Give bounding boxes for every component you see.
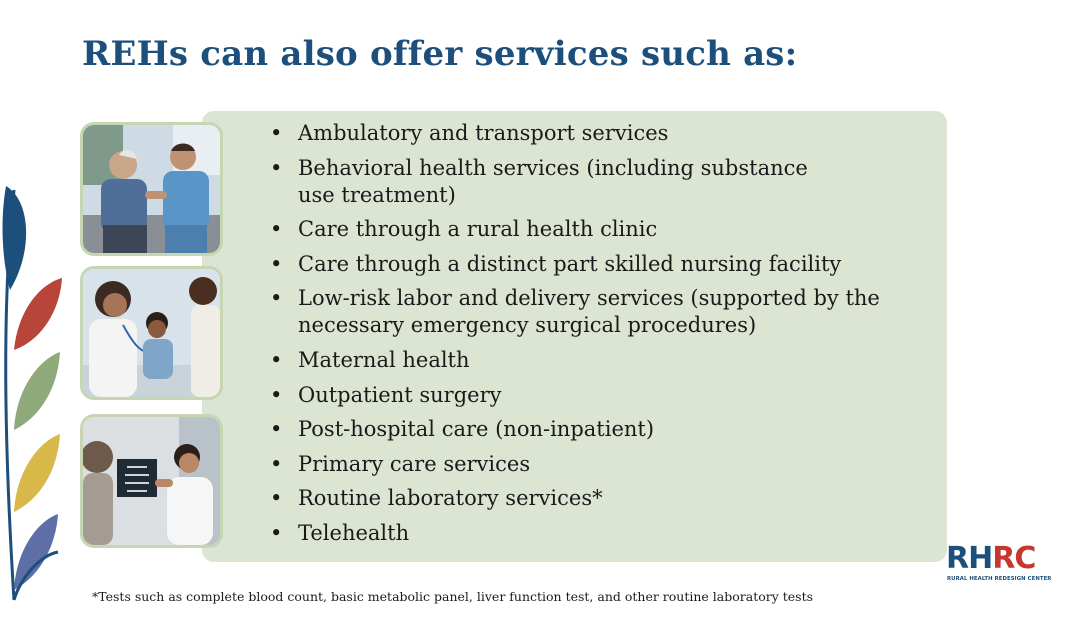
bullet-glyph: •	[270, 251, 283, 276]
leaf-vine-decoration	[0, 180, 70, 620]
doctor-with-elderly-patient-photo	[80, 122, 223, 256]
leaf-blue	[3, 186, 27, 290]
bullet-glyph: •	[270, 417, 283, 442]
list-item	[270, 155, 910, 209]
bullet-glyph: •	[270, 347, 283, 372]
list-item	[270, 382, 910, 409]
service-text: Telehealth	[298, 520, 410, 545]
logo-text-rh: RH	[946, 541, 993, 576]
list-item	[270, 520, 910, 547]
leaf-green	[14, 352, 60, 430]
logo-wordmark	[946, 542, 1035, 576]
bullet-glyph: •	[270, 217, 283, 242]
leaf-purple	[14, 514, 58, 590]
service-text: Ambulatory and transport services	[298, 121, 669, 145]
service-text: Maternal health	[298, 347, 470, 372]
bullet-glyph: •	[270, 121, 283, 145]
service-text: Outpatient surgery	[298, 382, 502, 407]
service-text: Routine laboratory services*	[298, 486, 603, 511]
service-text: Primary care services	[298, 451, 531, 476]
service-text: Post-hospital care (non-inpatient)	[298, 417, 655, 442]
list-item	[270, 216, 910, 243]
list-item	[270, 416, 910, 443]
bullet-glyph: •	[270, 155, 283, 180]
bullet-glyph: •	[270, 286, 283, 311]
logo-subtitle: RURAL HEALTH REDESIGN CENTER	[947, 576, 1052, 582]
list-item	[270, 485, 910, 512]
doctor-examining-child-photo	[80, 266, 223, 400]
service-text: Low-risk labor and delivery services (supported by the necessary emergency surgical procedures)	[298, 286, 880, 338]
list-item	[270, 451, 910, 478]
service-text: Behavioral health services (including substance use treatment)	[298, 155, 808, 207]
logo-text-rc: RC	[992, 541, 1036, 576]
rhrc-logo	[946, 542, 1050, 586]
list-item	[270, 120, 910, 147]
list-item	[270, 285, 910, 339]
bullet-glyph: •	[270, 520, 283, 545]
services-list	[270, 120, 910, 555]
bullet-glyph: •	[270, 486, 283, 511]
list-item	[270, 251, 910, 278]
leaf-yellow	[14, 434, 60, 512]
bullet-glyph: •	[270, 451, 283, 476]
doctor-reviewing-xray-photo	[80, 414, 223, 548]
service-text: Care through a distinct part skilled nursing facility	[298, 251, 842, 276]
leaf-red	[14, 278, 62, 350]
page-title: REHs can also offer services such as:	[82, 34, 798, 74]
bullet-glyph: •	[270, 382, 283, 407]
service-text: Care through a rural health clinic	[298, 217, 658, 242]
footnote: *Tests such as complete blood count, basic metabolic panel, liver function test, and other routine laboratory tests	[92, 589, 814, 604]
list-item	[270, 347, 910, 374]
